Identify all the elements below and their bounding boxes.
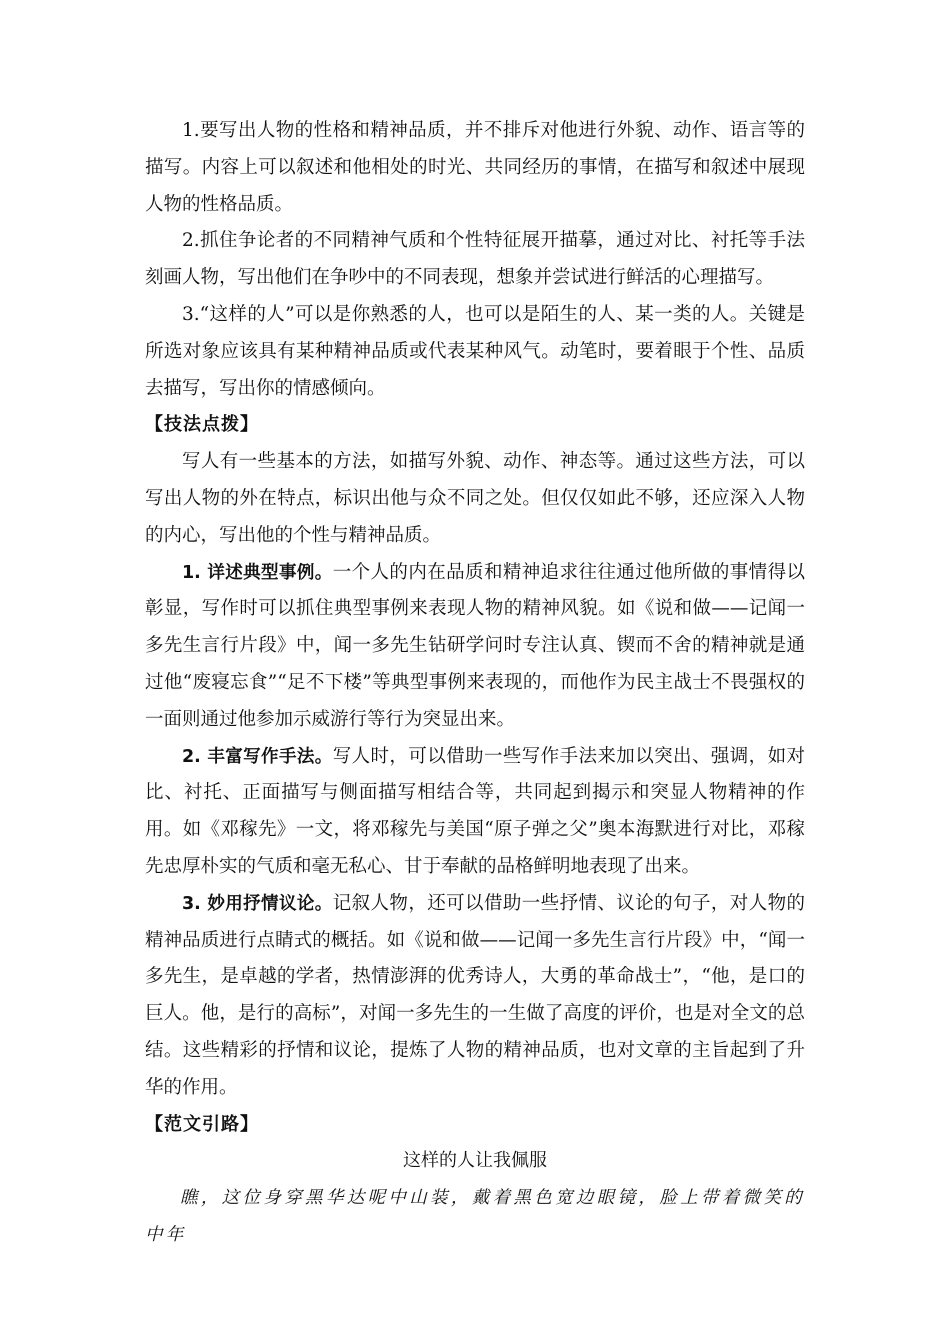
technique-item-3: [145, 886, 805, 1107]
document-content: [145, 113, 805, 1254]
technique-item-2: [145, 739, 805, 886]
technique-item-1-text: 一个人的内在品质和精神追求往往通过他所做的事情得以彰显，写作时可以抓住典型事例来表现人物的精神风貌。如《说和做——记闻一多先生言行片段》中，闻一多先生钻研学问时专注认真、锲而不舍的精神就是通过他“废寝忘食”“足不下楼”等典型事例来表现的，而他作为民主战士不畏强权的一面则通过他参加示威游行等行为突显出来。: [145, 561, 805, 730]
technique-item-1-lead: 1. 详述典型事例。: [182, 562, 333, 583]
requirement-paragraph-1: 1.要写出人物的性格和精神品质，并不排斥对他进行外貌、动作、语言等的描写。内容上可以叙述和他相处的时光、共同经历的事情，在描写和叙述中展现人物的性格品质。: [145, 120, 805, 215]
technique-item-3-text: 记叙人物，还可以借助一些抒情、议论的句子，对人物的精神品质进行点睛式的概括。如《说和做——记闻一多先生言行片段》中，“闻一多先生，是卓越的学者，热情澎湃的优秀诗人，大勇的革命战士”，“他，是口的巨人。他，是行的高标”，对闻一多先生的一生做了高度的评价，也是对全文的总结。这些精彩的抒情和议论，提炼了人物的精神品质，也对文章的主旨起到了升华的作用。: [145, 892, 805, 1098]
technique-item-2-text: 写人时，可以借助一些写作手法来加以突出、强调，如对比、衬托、正面描写与侧面描写相结合等，共同起到揭示和突显人物精神的作用。如《邓稼先》一文，将邓稼先与美国“原子弹之父”奥本海默进行对比，邓稼先忠厚朴实的气质和毫无私心、甘于奉献的品格鲜明地表现了出来。: [145, 745, 805, 877]
essay-first-line: 瞧，这位身穿黑华达呢中山装，戴着黑色宽边眼镜，脸上带着微笑的中年: [145, 1188, 805, 1245]
techniques-heading: 【技法点拨】: [145, 414, 259, 436]
sample-heading: 【范文引路】: [145, 1113, 259, 1135]
techniques-intro: 写人有一些基本的方法，如描写外貌、动作、神态等。通过这些方法，可以写出人物的外在特点，标识出他与众不同之处。但仅仅如此不够，还应深入人物的内心，写出他的个性与精神品质。: [145, 451, 805, 546]
technique-item-1: [145, 555, 805, 739]
technique-item-3-lead: 3. 妙用抒情议论。: [182, 893, 333, 914]
requirement-paragraph-2: 2.抓住争论者的不同精神气质和个性特征展开描摹，通过对比、衬托等手法刻画人物，写出他们在争吵中的不同表现，想象并尝试进行鲜活的心理描写。: [145, 230, 805, 289]
requirement-paragraph-3: 3.“这样的人”可以是你熟悉的人，也可以是陌生的人、某一类的人。关键是所选对象应该具有某种精神品质或代表某种风气。动笔时，要着眼于个性、品质去描写，写出你的情感倾向。: [145, 303, 805, 399]
technique-item-2-lead: 2. 丰富写作手法。: [182, 746, 333, 767]
essay-title: 这样的人让我佩服: [403, 1150, 547, 1172]
